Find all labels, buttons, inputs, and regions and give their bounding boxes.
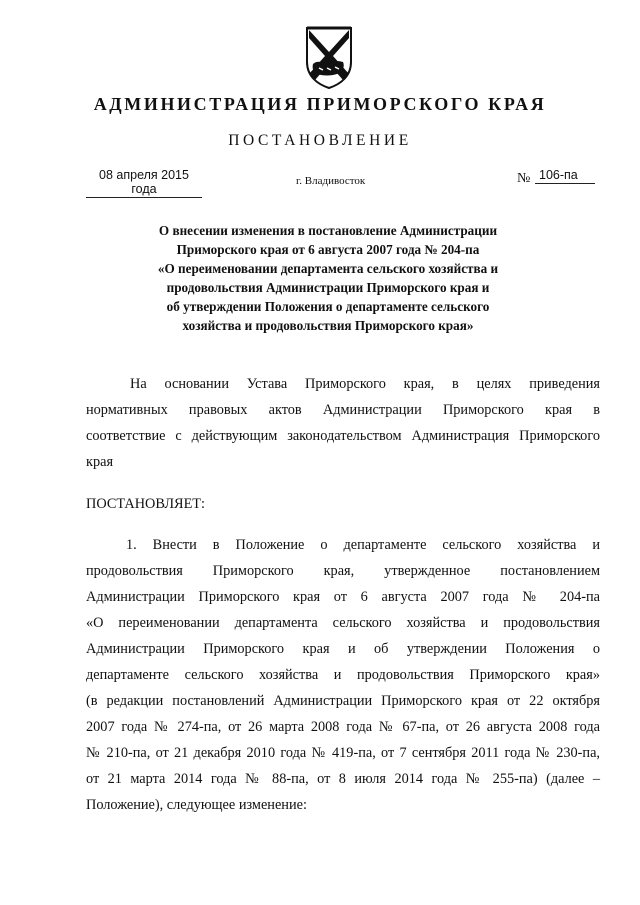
subject-line: хозяйства и продовольствия Приморского края» xyxy=(182,318,474,333)
paragraph-line: На основании Устава Приморского края, в целях приведения xyxy=(130,376,600,392)
document-date: 08 апреля 2015 года xyxy=(86,168,202,198)
subject-line: об утверждении Положения о департаменте сельского xyxy=(166,299,490,314)
paragraph-line: 1. Внести в Положение о департаменте сельского хозяйства и xyxy=(126,537,600,553)
paragraph-line: Администрации Приморского края и об утверждении Положения о xyxy=(86,641,600,657)
resolves-heading: ПОСТАНОВЛЯЕТ: xyxy=(86,496,206,512)
paragraph-line: «О переименовании департамента сельского хозяйства и продовольствия xyxy=(86,615,600,631)
subject-line: продовольствия Администрации Приморского края и xyxy=(166,280,490,295)
paragraph-line: соответствие с действующим законодательством Администрация Приморского xyxy=(86,428,600,444)
preamble-paragraph xyxy=(86,371,600,475)
paragraph-line: от 21 марта 2014 года № 88-па, от 8 июля 2014 года № 255-па) (далее – xyxy=(86,771,600,787)
number-sign: № xyxy=(517,171,531,186)
subject-line: О внесении изменения в постановление Администрации xyxy=(158,223,498,238)
document-number: 106-па xyxy=(535,168,595,184)
paragraph-line: 2007 года № 274-па, от 26 марта 2008 года № 67-па, от 26 августа 2008 года xyxy=(86,719,600,735)
paragraph-line: края xyxy=(86,454,114,470)
subject-line: Приморского края от 6 августа 2007 года № 204-па xyxy=(176,242,480,257)
coat-of-arms-emblem xyxy=(303,24,355,90)
organization-title: АДМИНИСТРАЦИЯ ПРИМОРСКОГО КРАЯ xyxy=(93,94,547,114)
item-1-paragraph xyxy=(86,532,600,818)
paragraph-line: Администрации Приморского края от 6 августа 2007 года № 204-па xyxy=(86,589,600,605)
subject-line: «О переименовании департамента сельского хозяйства и xyxy=(157,261,499,276)
document-city: г. Владивосток xyxy=(296,175,366,187)
paragraph-line: нормативных правовых актов Администрации Приморского края в xyxy=(86,402,600,418)
paragraph-line: № 210-па, от 21 декабря 2010 года № 419-па, от 7 сентября 2011 года № 230-па, xyxy=(86,745,600,761)
paragraph-line: продовольствия Приморского края, утвержденное постановлением xyxy=(86,563,600,579)
document-subject xyxy=(110,221,546,335)
paragraph-line: департаменте сельского хозяйства и продовольствия Приморского края» xyxy=(86,667,600,683)
document-type: ПОСТАНОВЛЕНИЕ xyxy=(228,132,412,149)
paragraph-line: (в редакции постановлений Администрации Приморского края от 22 октября xyxy=(86,693,600,709)
paragraph-line: Положение), следующее изменение: xyxy=(86,797,307,813)
